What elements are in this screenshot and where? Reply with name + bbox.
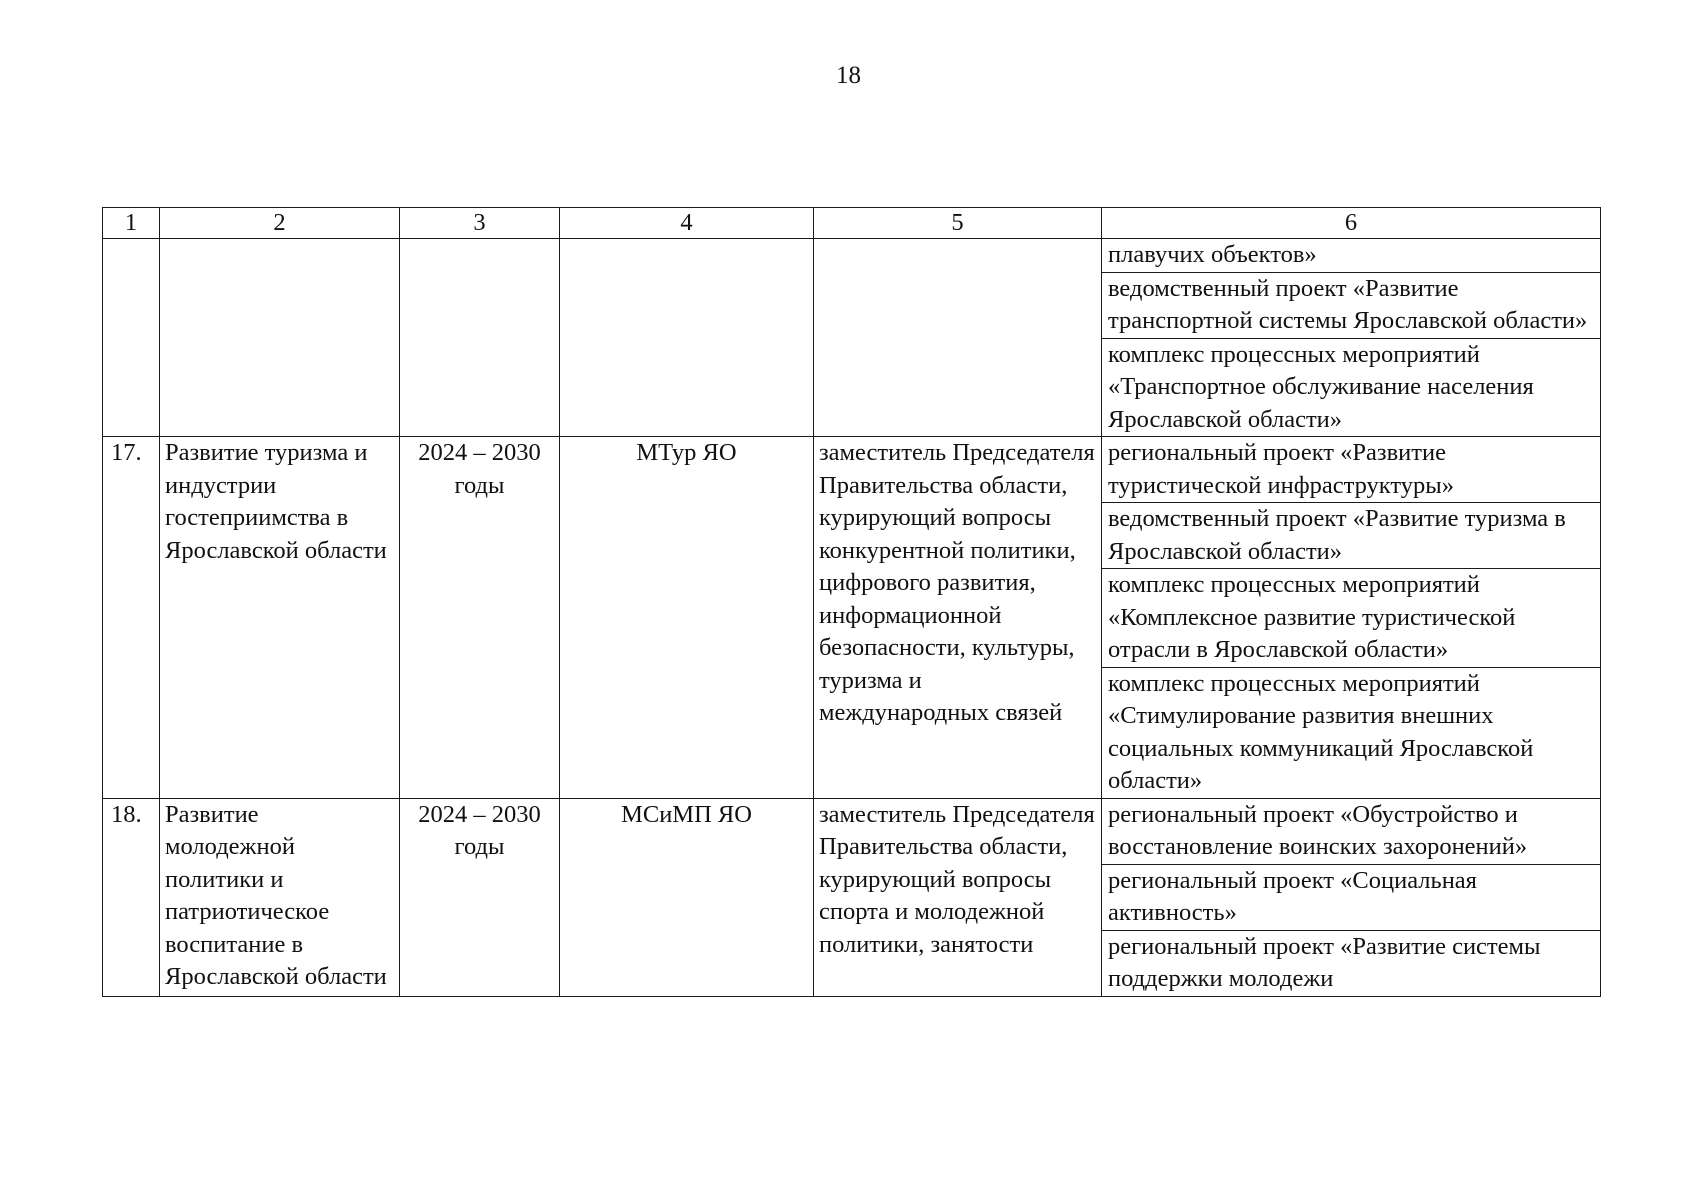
project-item: комплекс процессных мероприятий «Комплексное развитие туристической отрасли в Ярославской области» xyxy=(1102,569,1600,668)
responsible-executor: МСиМП ЯО xyxy=(560,798,814,996)
program-period: 2024 – 2030 годы xyxy=(400,798,560,996)
cell-empty xyxy=(814,239,1102,437)
table-row xyxy=(103,798,1601,996)
cell-empty xyxy=(103,239,160,437)
row-number: 17. xyxy=(103,437,160,799)
project-item: ведомственный проект «Развитие транспортной системы Ярославской области» xyxy=(1102,273,1600,339)
cell-empty xyxy=(160,239,400,437)
project-item: ведомственный проект «Развитие туризма в Ярославской области» xyxy=(1102,503,1600,569)
project-item: региональный проект «Развитие туристической инфраструктуры» xyxy=(1102,437,1600,503)
cell-empty xyxy=(400,239,560,437)
header-col-6: 6 xyxy=(1102,208,1601,239)
table-row xyxy=(103,437,1601,799)
responsible-executor: МТур ЯО xyxy=(560,437,814,799)
project-item: региональный проект «Обустройство и восстановление воинских захоронений» xyxy=(1102,799,1600,865)
header-col-2: 2 xyxy=(160,208,400,239)
cell-projects xyxy=(1102,239,1601,437)
program-name: Развитие туризма и индустрии гостеприимства в Ярославской области xyxy=(160,437,400,799)
cell-projects xyxy=(1102,798,1601,996)
program-period: 2024 – 2030 годы xyxy=(400,437,560,799)
curator: заместитель Председателя Правительства области, курирующий вопросы спорта и молодежной политики, занятости xyxy=(814,798,1102,996)
project-item: плавучих объектов» xyxy=(1102,239,1600,273)
project-item: комплекс процессных мероприятий «Стимулирование развития внешних социальных коммуникаций Ярославской области» xyxy=(1108,669,1534,794)
project-item: региональный проект «Социальная активность» xyxy=(1102,865,1600,931)
program-table xyxy=(102,207,1601,997)
project-item: комплекс процессных мероприятий «Транспортное обслуживание населения Ярославской области» xyxy=(1108,340,1534,433)
header-col-5: 5 xyxy=(814,208,1102,239)
continuation-row xyxy=(103,239,1601,437)
header-col-4: 4 xyxy=(560,208,814,239)
curator: заместитель Председателя Правительства области, курирующий вопросы конкурентной политики, цифрового развития, информационной безопасности, культуры, туризма и международных связей xyxy=(814,437,1102,799)
header-row xyxy=(103,208,1601,239)
cell-empty xyxy=(560,239,814,437)
cell-projects xyxy=(1102,437,1601,799)
header-col-3: 3 xyxy=(400,208,560,239)
project-item: региональный проект «Развитие системы поддержки молодежи xyxy=(1108,932,1541,992)
row-number: 18. xyxy=(103,798,160,996)
program-name: Развитие молодежной политики и патриотическое воспитание в Ярославской области xyxy=(160,798,400,996)
page-number: 18 xyxy=(836,62,861,89)
header-col-1: 1 xyxy=(103,208,160,239)
